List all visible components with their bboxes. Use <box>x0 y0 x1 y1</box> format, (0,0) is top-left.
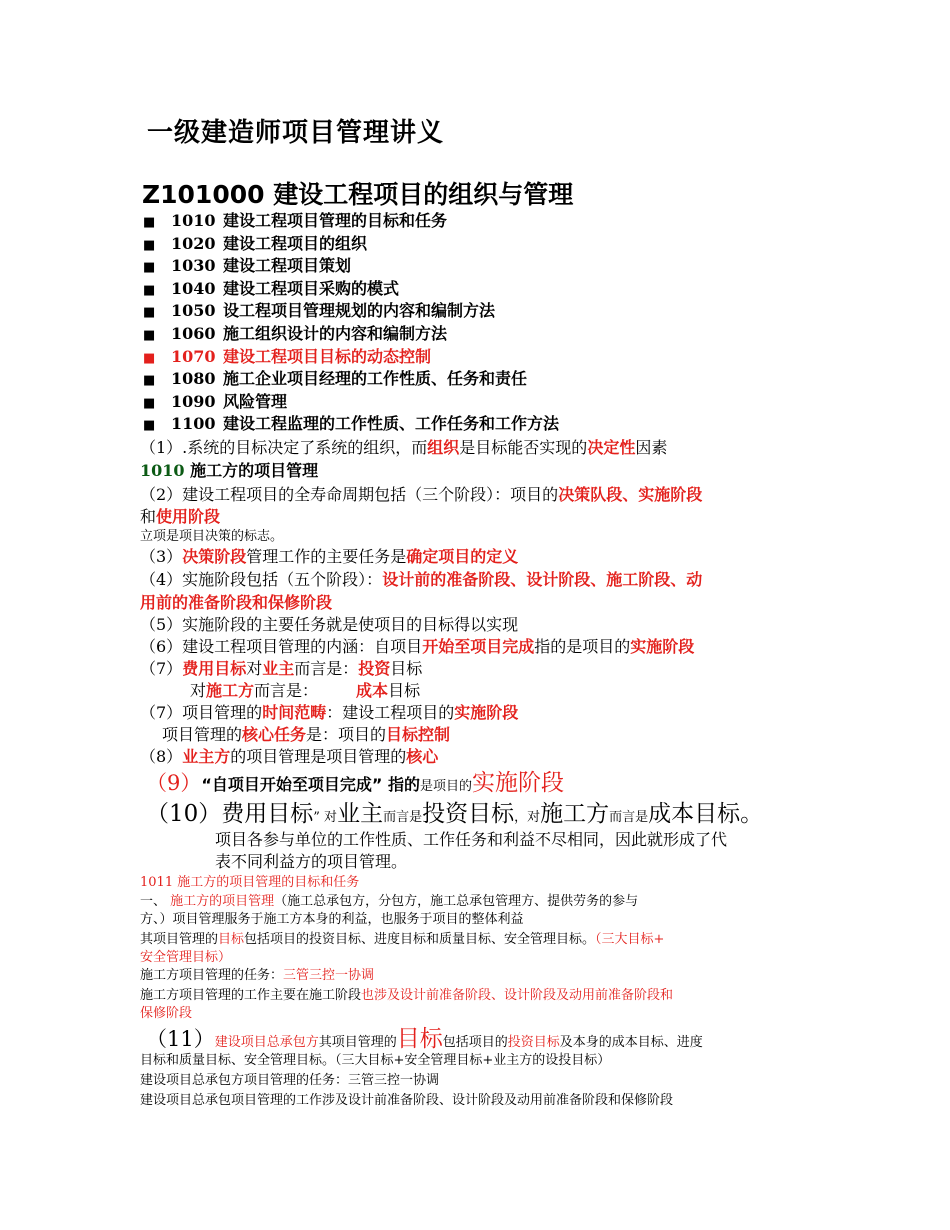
para-10: （10）费用目标” 对业主而言是投资目标，对施工方而言是成本目标。 <box>146 801 764 827</box>
para-1: （1）.系统的目标决定了系统的组织，而组织是目标能否实现的决定性因素 <box>140 438 668 457</box>
q4-line1: 施工方项目管理的工作主要在施工阶段也涉及设计前准备阶段、设计阶段及动用前准备阶段和 <box>140 988 674 1003</box>
q1-line1: 一、 施工方的项目管理（施工总承包方，分包方，施工总承包管理方、提供劳务的参与 <box>140 894 639 909</box>
toc-item: ■ 1090 风险管理 <box>143 391 559 414</box>
para-10-b-line1: 项目各参与单位的工作性质、工作任务和利益不尽相同，因此就形成了代 <box>215 830 728 849</box>
bullet-icon: ■ <box>143 305 156 321</box>
bullet-icon: ■ <box>143 350 156 366</box>
toc-list <box>143 210 559 436</box>
q2-line1: 其项目管理的目标包括项目的投资目标、进度目标和质量目标、安全管理目标。（三大目标+ <box>140 932 665 947</box>
q4-line2: 保修阶段 <box>140 1006 193 1021</box>
toc-item: ■ 1030 建设工程项目策划 <box>143 255 559 278</box>
para-7-b: 对施工方而言是： 成本目标 <box>190 681 421 700</box>
section-1010-heading: 1010 施工方的项目管理 <box>140 461 319 480</box>
para-2-cont: 和使用阶段 <box>140 507 221 526</box>
bullet-icon: ■ <box>143 395 156 411</box>
bullet-icon: ■ <box>143 215 156 230</box>
bullet-icon: ■ <box>143 282 156 298</box>
q1-line2: 方、）项目管理服务于施工方本身的利益，也服务于项目的整体利益 <box>140 912 524 927</box>
para-2: （2）建设工程项目的全寿命周期包括（三个阶段）：项目的决策队段、实施阶段 <box>140 485 703 504</box>
para-6: （6）建设工程项目管理的内涵：自项目开始至项目完成指的是项目的实施阶段 <box>140 637 695 656</box>
bullet-icon: ■ <box>143 327 156 343</box>
para-7: （7）费用目标对业主而言是：投资目标 <box>140 659 423 678</box>
q3: 施工方项目管理的任务：三管三控一协调 <box>140 968 375 983</box>
doc-title: 一级建造师项目管理讲义 <box>147 118 445 148</box>
para-10-b-line2: 表不同利益方的项目管理。 <box>215 852 408 871</box>
q6: 建设项目总承包项目管理的工作涉及设计前准备阶段、设计阶段及动用前准备阶段和保修阶段 <box>140 1093 674 1108</box>
toc-item: ■ 1050 设工程项目管理规划的内容和编制方法 <box>143 300 559 323</box>
toc-item: ■ 1040 建设工程项目采购的模式 <box>143 278 559 301</box>
toc-item: ■ 1100 建设工程监理的工作性质、工作任务和工作方法 <box>143 413 559 436</box>
para-4: （4）实施阶段包括（五个阶段）：设计前的准备阶段、设计阶段、施工阶段、动 <box>140 570 703 589</box>
para-11: （11）建设项目总承包方其项目管理的目标包括项目的投资目标及本身的成本目标、进度 <box>146 1026 703 1052</box>
bullet-icon: ■ <box>143 260 156 276</box>
toc-item: ■ 1020 建设工程项目的组织 <box>143 233 559 256</box>
para-8: （8）业主方的项目管理是项目管理的核心 <box>140 747 439 766</box>
toc-item: ■ 1080 施工企业项目经理的工作性质、任务和责任 <box>143 368 559 391</box>
q2-line2: 安全管理目标） <box>140 950 232 965</box>
para-4-cont: 用前的准备阶段和保修阶段 <box>140 593 333 612</box>
para-7-c: （7）项目管理的时间范畴：建设工程项目的实施阶段 <box>140 703 519 722</box>
toc-item-highlighted: ■ 1070 建设工程项目目标的动态控制 <box>143 346 559 369</box>
toc-item: ■ 1010 建设工程项目管理的目标和任务 <box>143 210 559 233</box>
section-1011-heading: 1011 施工方的项目管理的目标和任务 <box>140 875 360 890</box>
para-2-note: 立项是项目决策的标志。 <box>140 529 284 544</box>
chapter-heading: Z101000 建设工程项目的组织与管理 <box>142 180 574 209</box>
bullet-icon: ■ <box>143 418 156 434</box>
toc-item: ■ 1060 施工组织设计的内容和编制方法 <box>143 323 559 346</box>
q5: 建设项目总承包方项目管理的任务：三管三控一协调 <box>140 1073 440 1088</box>
para-3: （3）决策阶段管理工作的主要任务是确定项目的定义 <box>140 547 519 566</box>
bullet-icon: ■ <box>143 237 156 253</box>
bullet-icon: ■ <box>143 373 156 389</box>
para-7-d: 项目管理的核心任务是：项目的目标控制 <box>162 725 451 744</box>
para-11-cont: 目标和质量目标、安全管理目标。（三大目标+安全管理目标+业主方的设投目标） <box>140 1053 611 1068</box>
para-5: （5）实施阶段的主要任务就是使项目的目标得以实现 <box>140 615 519 634</box>
para-9: （9）“自项目开始至项目完成” 指的是项目的实施阶段 <box>146 770 564 796</box>
